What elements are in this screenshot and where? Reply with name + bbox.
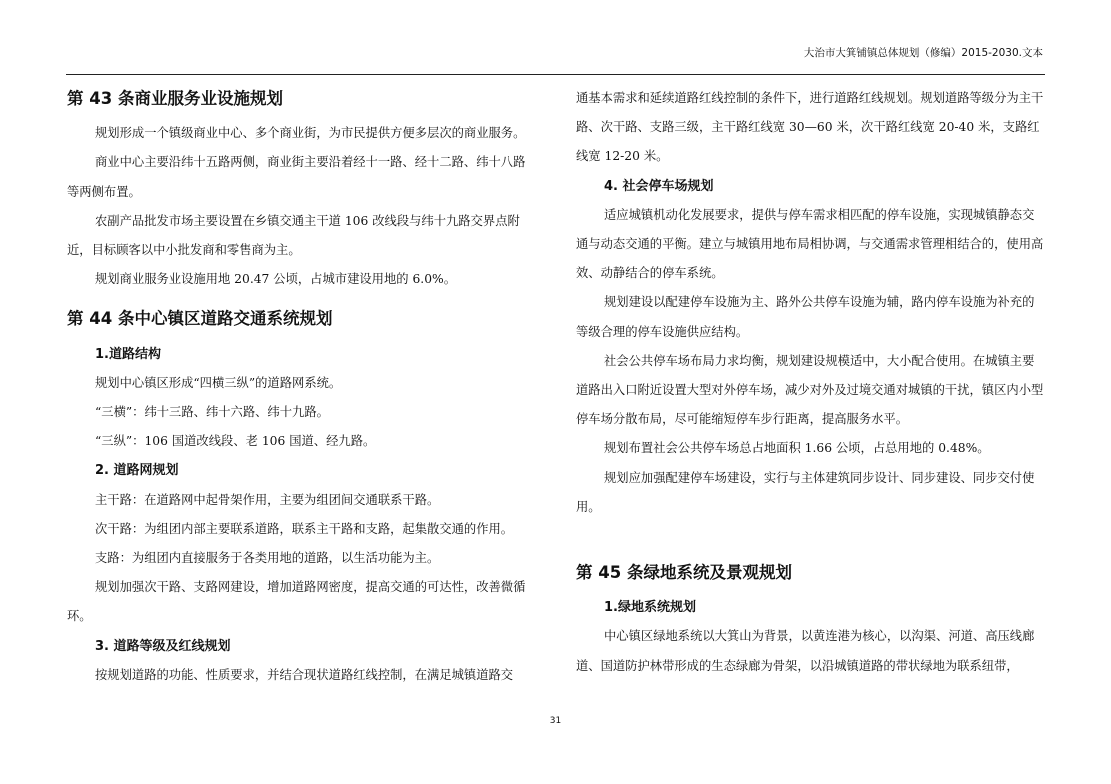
paragraph: 规划形成一个镇级商业中心、多个商业街，为市民提供方便多层次的商业服务。 bbox=[95, 126, 526, 141]
paragraph: 中心镇区绿地系统以大箕山为背景，以黄连港为核心，以沟渠、河道、高压线廊道、国道防护林带形成的生态绿廊为骨架，以沿城镇道路的带状绿地为联系纽带， bbox=[576, 629, 1035, 673]
paragraph: 按规划道路的功能、性质要求，并结合现状道路红线控制，在满足城镇道路交 bbox=[95, 667, 514, 682]
running-header: 大治市大箕铺镇总体规划（修编）2015-2030.文本 bbox=[803, 47, 1043, 59]
paragraph: 次干路：为组团内部主要联系道路，联系主干路和支路，起集散交通的作用。 bbox=[95, 521, 514, 536]
right-column bbox=[576, 84, 1046, 681]
paragraph: “三纵”：106 国道改线段、老 106 国道、经九路。 bbox=[95, 434, 376, 449]
paragraph: 规划商业服务业设施用地 20.47 公顷，占城市建设用地的 6.0%。 bbox=[95, 272, 456, 287]
section-45-title: 第 45 条绿地系统及景观规划 bbox=[576, 563, 792, 583]
paragraph: “三横”：纬十三路、纬十六路、纬十九路。 bbox=[95, 405, 329, 420]
subsection-heading: 1.绿地系统规划 bbox=[604, 600, 696, 616]
paragraph: 商业中心主要沿纬十五路两侧，商业街主要沿着经十一路、经十二路、纬十八路等两侧布置。 bbox=[67, 155, 526, 199]
paragraph: 规划应加强配建停车场建设，实行与主体建筑同步设计、同步建设、同步交付使用。 bbox=[576, 470, 1035, 514]
paragraph: 规划建设以配建停车设施为主、路外公共停车设施为辅，路内停车设施为补充的等级合理的停车设施供应结构。 bbox=[576, 295, 1035, 339]
subsection-heading: 3. 道路等级及红线规划 bbox=[95, 638, 231, 654]
section-43-title: 第 43 条商业服务业设施规划 bbox=[67, 89, 283, 108]
section-44-title: 第 44 条中心镇区道路交通系统规划 bbox=[67, 309, 333, 329]
left-column bbox=[67, 84, 537, 690]
paragraph: 适应城镇机动化发展要求，提供与停车需求相匹配的停车设施，实现城镇静态交通与动态交通的平衡。建立与城镇用地布局相协调，与交通需求管理相结合的，使用高效、动静结合的停车系统。 bbox=[576, 207, 1044, 281]
paragraph: 支路：为组团内直接服务于各类用地的道路，以生活功能为主。 bbox=[95, 551, 440, 566]
subsection-heading: 1.道路结构 bbox=[95, 346, 161, 362]
paragraph: 规划加强次干路、支路网建设，增加道路网密度，提高交通的可达性，改善微循环。 bbox=[67, 580, 526, 624]
subsection-heading: 2. 道路网规划 bbox=[95, 463, 179, 479]
paragraph: 规划布置社会公共停车场总占地面积 1.66 公顷，占总用地的 0.48%。 bbox=[604, 441, 990, 456]
page-number: 31 bbox=[549, 716, 562, 726]
paragraph: 社会公共停车场布局力求均衡，规划建设规模适中，大小配合使用。在城镇主要道路出入口附近设置大型对外停车场，减少对外及过境交通对城镇的干扰，镇区内小型停车场分散布局，尽可能缩短停车步行距离，提高服务水平。 bbox=[576, 353, 1044, 427]
subsection-heading: 4. 社会停车场规划 bbox=[604, 178, 714, 194]
paragraph: 规划中心镇区形成“四横三纵”的道路网系统。 bbox=[95, 375, 342, 390]
paragraph: 农副产品批发市场主要设置在乡镇交通主干道 106 改线段与纬十九路交界点附近，目标顾客以中小批发商和零售商为主。 bbox=[67, 213, 520, 258]
paragraph: 主干路：在道路网中起骨架作用，主要为组团间交通联系干路。 bbox=[95, 492, 440, 507]
header-rule bbox=[66, 74, 1045, 75]
paragraph: 通基本需求和延续道路红线控制的条件下，进行道路红线规划。规划道路等级分为主干路、次干路、支路三级，主干路红线宽 30—60 米，次干路红线宽 20-40 米，支路红线宽 12-20 米。 bbox=[576, 91, 1044, 164]
